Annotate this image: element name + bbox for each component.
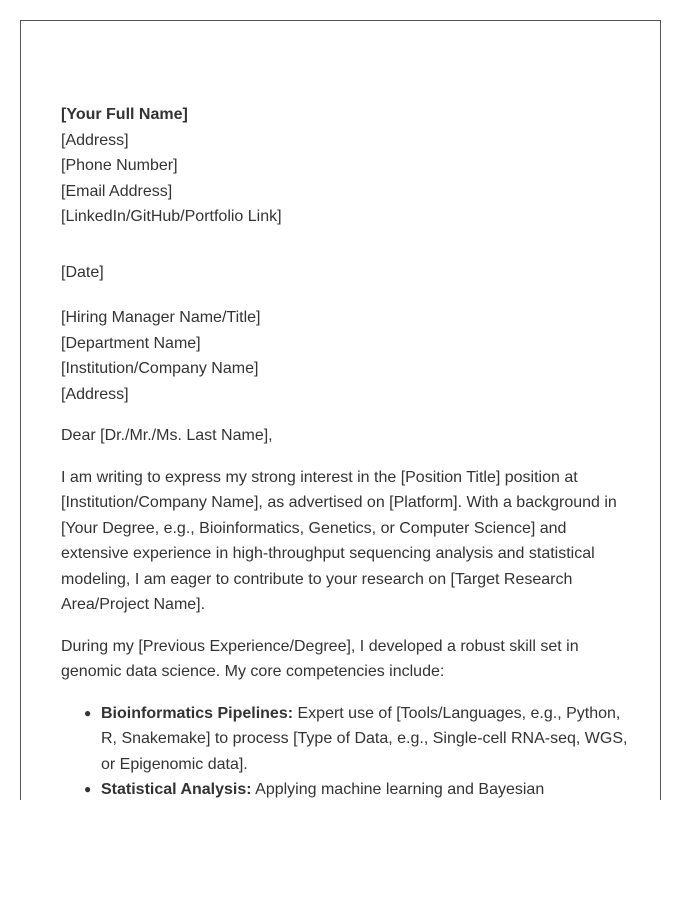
bullet-icon: ●	[84, 705, 92, 720]
competencies-list	[61, 701, 631, 801]
competency-text: Applying machine learning and Bayesian	[251, 781, 545, 798]
recipient-manager: [Hiring Manager Name/Title]	[61, 309, 261, 326]
recipient-block	[61, 305, 631, 407]
sender-link: [LinkedIn/GitHub/Portfolio Link]	[61, 208, 282, 225]
paragraph-experience: During my [Previous Experience/Degree], I developed a robust skill set in genomic data science. My core competencies include:	[61, 637, 579, 680]
competency-text: Expert use of [Tools/Languages, e.g., Python, R, Snakemake] to process [Type of Data, e.g., Single-cell RNA-seq, WGS, or Epigenomic data].	[101, 704, 628, 773]
competency-title: Bioinformatics Pipelines:	[101, 704, 294, 722]
sender-email: [Email Address]	[61, 182, 173, 200]
competency-title: Statistical Analysis:	[101, 781, 252, 798]
recipient-department: [Department Name]	[61, 334, 201, 352]
sender-block	[61, 102, 631, 230]
salutation: Dear [Dr./Mr./Ms. Last Name],	[61, 427, 273, 444]
sender-phone: [Phone Number]	[61, 157, 178, 174]
letter-content	[61, 102, 631, 800]
paragraph-intro: I am writing to express my strong interest in the [Position Title] position at [Institution/Company Name], as advertised on [Platform]. With a background in [Your Degree, e.g., Bioinformatics, Genetics, or Computer Science] and extensive experience in high-throughput sequencing analysis and statistical modeling, I am eager to contribute to your research on [Target Research Area/Project Name].	[61, 468, 617, 613]
sender-address: [Address]	[61, 131, 129, 149]
letter-page	[20, 20, 661, 800]
bullet-icon: ●	[84, 782, 92, 796]
list-item	[84, 777, 631, 800]
date-text: [Date]	[61, 263, 104, 281]
recipient-address: [Address]	[61, 385, 129, 403]
recipient-institution: [Institution/Company Name]	[61, 360, 259, 377]
letter-date	[61, 260, 631, 286]
sender-name: [Your Full Name]	[61, 106, 188, 123]
list-item	[84, 701, 631, 778]
